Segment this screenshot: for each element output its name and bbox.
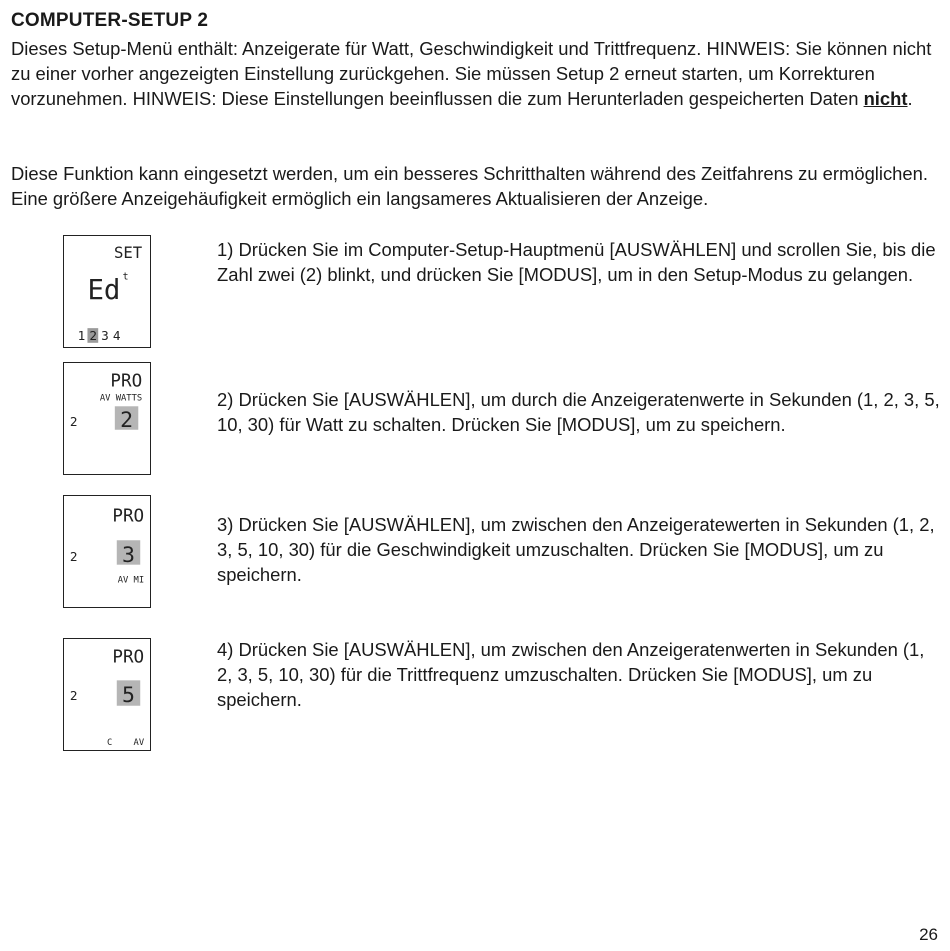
purpose-paragraph: Diese Funktion kann eingesetzt werden, um ein besseres Schritthalten während des Zeitfahrens zu ermöglichen. Eine größere Anzeigehäufigkeit ermöglich ein langsameres Aktualisieren der Anzeige. — [11, 163, 928, 209]
intro-paragraph — [11, 36, 941, 111]
lcd-c-label: C — [107, 737, 113, 748]
lcd-speed-graphic — [64, 496, 150, 607]
intro-text-end: . — [907, 88, 913, 109]
lcd-display-setup — [63, 235, 151, 348]
step-1-text: 1) Drücken Sie im Computer-Setup-Hauptmenü [AUSWÄHLEN] und scrollen Sie, bis die Zahl zwei (2) blinkt, und drücken Sie [MODUS], um in den Setup-Modus zu gelangen. — [217, 239, 936, 285]
lcd-av-label: AV — [133, 737, 145, 748]
step-3-text: 3) Drücken Sie [AUSWÄHLEN], um zwischen den Anzeigeratewerten in Sekunden (1, 2, 3, 5, 10, 30) für die Geschwindigkeit umzuschalten. Drücken Sie [MODUS], um zu speichern. — [217, 514, 935, 585]
lcd-digit-2: 2 — [89, 327, 98, 343]
lcd-cadence-graphic — [64, 639, 150, 750]
lcd-set-label: SET — [113, 242, 143, 262]
lcd-left-digit: 2 — [69, 413, 78, 429]
step-4-text: 4) Drücken Sie [AUSWÄHLEN], um zwischen den Anzeigeratenwerten in Sekunden (1, 2, 3, 5, 10, 30) für die Trittfrequenz umzuschalten. Drücken Sie [MODUS], um zu speichern. — [217, 639, 925, 710]
page-title: COMPUTER-SETUP 2 — [11, 10, 209, 31]
lcd-av-mi-label: AV MI — [117, 575, 145, 586]
page-number: 26 — [919, 925, 938, 944]
lcd-display-watts — [63, 362, 151, 475]
lcd-pro-label: PRO — [112, 647, 145, 668]
lcd-value: 3 — [122, 542, 135, 568]
lcd-value: 2 — [120, 407, 134, 433]
lcd-left-digit: 2 — [69, 687, 78, 703]
lcd-digit-4: 4 — [112, 327, 121, 343]
intro-emphasis: nicht — [863, 88, 908, 109]
lcd-digit-1: 1 — [77, 327, 86, 343]
lcd-display-speed — [63, 495, 151, 608]
lcd-display-cadence — [63, 638, 151, 751]
lcd-setup-graphic — [64, 236, 150, 347]
lcd-av-watts-label: AV WATTS — [99, 393, 143, 404]
lcd-value: 5 — [122, 682, 135, 708]
intro-text: Dieses Setup-Menü enthält: Anzeigerate für Watt, Geschwindigkeit und Trittfrequenz. HINWEIS: Sie können nicht zu einer vorher angezeigten Einstellung zurückgehen. Sie müssen Setup 2 erneut starten, um Korrekturen vorzunehmen. HINWEIS: Diese Einstellungen beeinflussen die zum Herunterladen gespeicherten Daten — [11, 38, 932, 109]
lcd-watts-graphic — [64, 363, 150, 474]
lcd-left-digit: 2 — [69, 548, 78, 564]
lcd-pro-label: PRO — [110, 371, 143, 392]
lcd-main-text: Ed — [87, 274, 121, 306]
lcd-sup-text: t — [122, 271, 129, 283]
lcd-pro-label: PRO — [112, 506, 145, 527]
lcd-digit-3: 3 — [101, 327, 109, 343]
step-2-text: 2) Drücken Sie [AUSWÄHLEN], um durch die Anzeigeratenwerte in Sekunden (1, 2, 3, 5, 10, 30) für Watt zu schalten. Drücken Sie [MODUS], um zu speichern. — [217, 389, 940, 435]
